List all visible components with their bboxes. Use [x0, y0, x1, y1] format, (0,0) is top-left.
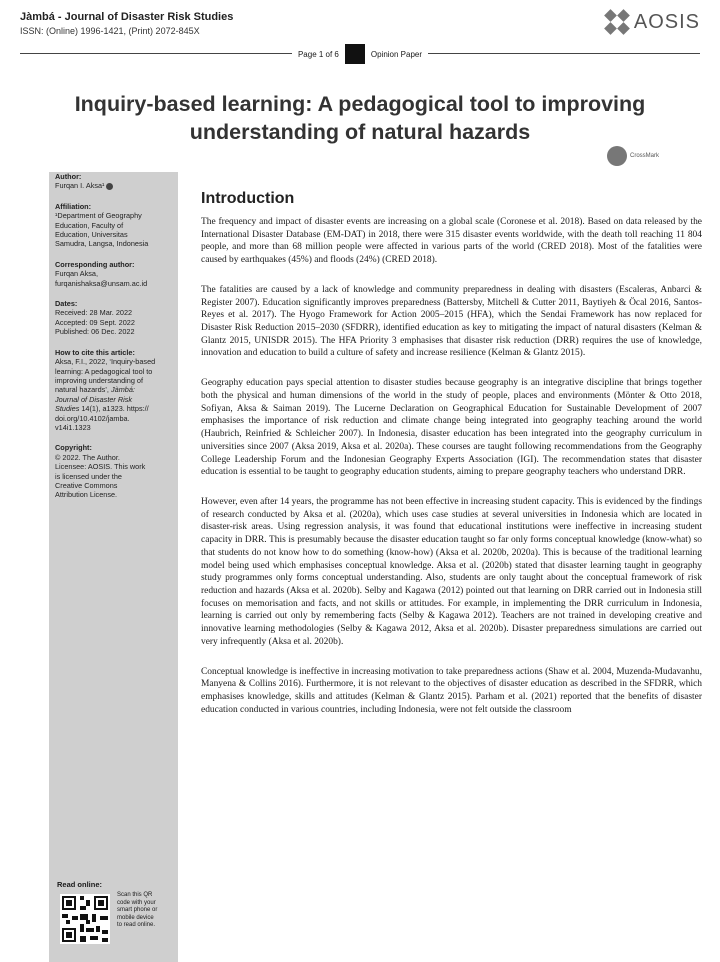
logo-text: AOSIS — [633, 10, 700, 33]
journal-name: Jàmbá - Journal of Disaster Risk Studies — [20, 11, 234, 23]
article-title: Inquiry-based learning: A pedagogical tool to improving understanding of natural hazards — [74, 92, 646, 144]
citation-part-2: 14(1), a1323. https:// doi.org/10.4102/jamba. v14i1.1323 — [55, 404, 149, 432]
dates-label: Dates: — [55, 299, 78, 309]
journal-issn: ISSN: (Online) 1996-1421, (Print) 2072-845X — [20, 26, 200, 36]
citation-label: How to cite this article: — [55, 347, 135, 357]
body-paragraph: The fatalities are caused by a lack of knowledge and community preparedness in dealing with disasters (Escaleras, Anbarci & Register 2007). Education significantly improves preparedness (Battersby, Mitchell & Cutter 2011, Baytiyeh & Öcal 2016, Santos-Reyes et al. 2017). The Hyogo Framework for Action 2005–2015 (HFA), which the Sendai Framework has now replaced for Disaster Risk Reduction 2015–2030 (SFDRR), identified education as key to mitigating the impact of natural disasters (Kelman & Glantz 2015, UNISDR 2015). The HFA Priority 3 emphasises that disaster risk reduction (DRR) requires the use of knowledge, innovation and education to build a culture of safety and increase resilience (Kelman & Glantz 2015). — [201, 284, 702, 359]
affiliation-text: ¹Department of Geography Education, Faculty of Education, Universitas Samudra, Langsa, Indonesia — [55, 211, 149, 249]
affiliation-block — [55, 202, 175, 249]
affiliation-label: Affiliation: — [55, 201, 92, 211]
accepted-date: Accepted: 09 Sept. 2022 — [55, 317, 135, 327]
copyright-text: © 2022. The Author. Licensee: AOSIS. This work is licensed under the Creative Commons Attribution License. — [55, 452, 146, 500]
author-block — [55, 172, 175, 191]
body-paragraph: However, even after 14 years, the programme has not been effective in increasing student capacity. This is evidenced by the findings of research conducted by Aksa et al. (2020a), which uses case studies at several universities in Indonesia which are located in disaster-risk areas. Using regression analysis, it was found that educational institutions were ineffective in increasing student capacity in DRR. This is presumably because the disaster education taught so far only forms conceptual knowledge (know-what) so that students do not know how to do something (know-how) (Aksa et al. 2020b, 2020a). This is because of the traditional learning model being used which emphasises conceptual knowledge. Aksa et al. (2020b) stated that disaster learning taught in geography study programmes only forms conceptual understanding. Also, students are only taught about the conceptual framework of risk reduction and hazards (Aksa et al. 2020b). Selby and Kagawa (2012) pointed out that learning on DRR carried out in Indonesia still focuses on memorisation and facts, and not skills or attitudes. For example, in implementing the DRR curriculum in Indonesia, learning is carried out only by remembering facts (Selby & Kagawa 2012). Teachers are not trained in developing creative and innovative learning methodologies (Selby & Kagawa 2012, Aksa et al. 2020b). Disaster preparedness simulations are carried out very infrequently (Aksa et al. 2020b). — [201, 496, 702, 647]
body-paragraph: Conceptual knowledge is ineffective in increasing motivation to take preparedness actions (Shaw et al. 2004, Muzenda-Mudavanhu, Manyena & Collins 2016). Furthermore, it is not relevant to the objectives of disaster education as described in the SFDRR, which emphasises knowledge, skills and attitudes (Kelman & Glantz 2015). Parham et al. (2021) reported that the benefits of disaster education conducted in various countries, including Indonesia, were not felt outside the classroom — [201, 666, 702, 715]
body-paragraph: Geography education pays special attention to disaster studies because geography is an integrative discipline that brings together both the physical and human dimensions of the world in the study of people, places and environments (Mönter & Otto 2018, Sofiyan, Aksa & Saiman 2019). The Lucerne Declaration on Geographical Education for Sustainable Development of 2007 emphasises the importance of risk reduction and climate change being integrated into geography teaching around the world (Haubrich, Reinfried & Schleicher 2007). In Indonesia, disaster education has been integrated into the geography curriculum in universities since 2007 (Aksa 2019, Aksa et al. 2020a). These courses are taught following recommendations from the Geography College Leadership Forum and the Indonesian Geography Experts Association (IGI). The recommendation states that disaster education is essential to be taught to geography education students, aiming to prepare geography teachers who understand DRR. — [201, 378, 702, 478]
citation-text[interactable] — [55, 357, 175, 432]
author-name: Furqan I. Aksa¹ — [55, 181, 105, 191]
page-bar — [0, 44, 720, 64]
corresponding-text[interactable]: Furqan Aksa, furqanishaksa@unsam.ac.id — [55, 269, 148, 288]
orcid-icon[interactable] — [106, 183, 113, 190]
page-number: Page 1 of 6 — [292, 50, 345, 59]
body-paragraph: The frequency and impact of disaster events are increasing on a global scale (Coronese et al. 2018). Based on data released by the International Disaster Database (EM-DAT) in 2018, there were 315 disaster events worldwide, with the death toll reaching 11 804 people, and more than 68 million people were affected in various parts of the world (CRED 2018). Most of the fatalities were caused by earthquakes (45%) and floods (24%) (CRED 2018). — [201, 217, 702, 266]
corresponding-label: Corresponding author: — [55, 259, 135, 269]
copyright-block — [55, 443, 175, 499]
citation-part-1: Aksa, F.I., 2022, ‘Inquiry-based learning: A pedagogical tool to improving understanding of natural hazards’, — [55, 357, 156, 395]
citation-block — [55, 348, 175, 433]
dates-block — [55, 299, 175, 337]
received-date: Received: 28 Mar. 2022 — [55, 308, 133, 318]
copyright-label: Copyright: — [55, 443, 92, 453]
section-heading-introduction: Introduction — [201, 190, 295, 207]
publisher-logo[interactable] — [604, 9, 700, 35]
article-body — [201, 216, 702, 716]
read-online-box — [49, 874, 178, 962]
author-label: Author: — [55, 172, 82, 181]
citation-journal: Jàmbá: Journal of Disaster Risk Studies — [55, 385, 135, 414]
article-type: Opinion Paper — [365, 50, 428, 59]
read-online-label: Read online: — [57, 880, 103, 889]
published-date: Published: 06 Dec. 2022 — [55, 327, 135, 337]
qr-code-icon[interactable] — [60, 894, 110, 944]
crossmark-badge[interactable] — [607, 146, 659, 166]
aosis-logo-icon — [604, 9, 630, 35]
corresponding-block — [55, 260, 175, 288]
crossmark-icon — [607, 146, 627, 166]
article-info-sidebar — [49, 172, 178, 962]
page-marker — [345, 44, 365, 64]
read-online-text: Scan this QR code with your smart phone or mobile device to read online. — [117, 892, 158, 929]
crossmark-label: CrossMark — [630, 152, 660, 159]
